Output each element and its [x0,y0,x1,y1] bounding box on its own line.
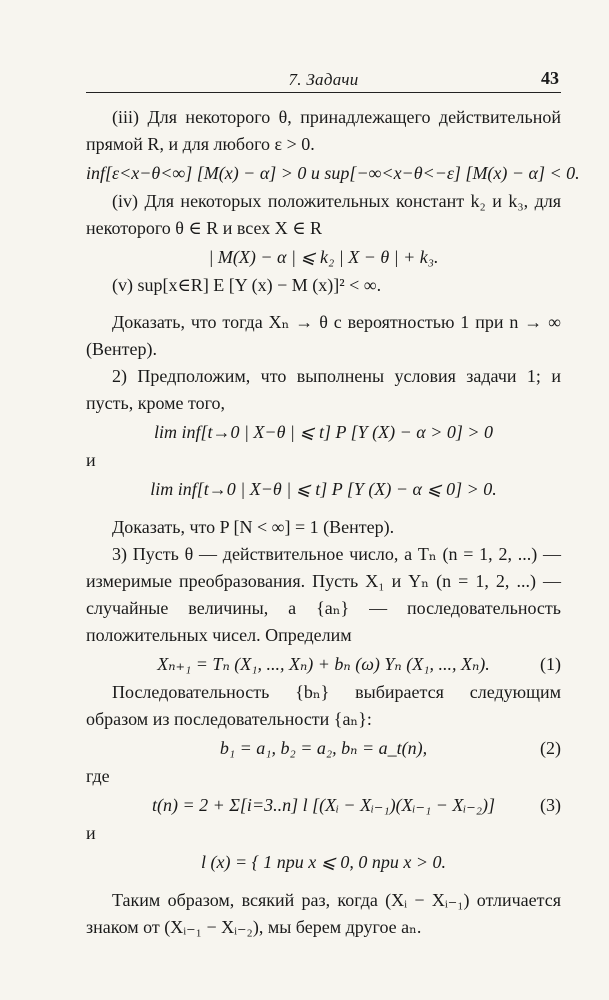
text-line: 3) Пусть θ — действительное число, а Tₙ (n = 1, 2, ...) — измеримые преобразования. Пусть X₁ и Yₙ (n = 1, 2, ...) — случайные величины, а {aₙ} — последовательность положительных чисел. Определим [86,544,561,645]
text-line: где [86,766,110,786]
page-header [86,66,561,93]
text-line: (v) sup[x∈R] E [Y (x) − M (x)]² < ∞. [112,275,382,295]
equation-number: (3) [540,795,561,815]
text-line: 2) Предположим, что выполнены условия задачи 1; и пусть, кроме того, [86,366,561,413]
equation-number: (1) [540,654,561,674]
formula: l (x) = { 1 при x ⩽ 0, 0 при x > 0. [200,852,447,872]
equation-number: (2) [540,738,561,758]
formula: t(n) = 2 + Σ[i=3..n] l [(Xᵢ − Xᵢ₋₁)(Xᵢ₋₁ − Xᵢ₋₂)] [151,795,496,815]
text-line: и [86,823,96,843]
formula-3 [86,790,561,820]
text-line: (iii) Для некоторого θ, принадлежащего действительной прямой R, и для любого ε > 0. [86,107,561,154]
formula: | M(X) − α | ⩽ k₂ | X − θ | + k₃. [208,247,439,267]
formula: lim inf[t→0 | X−θ | ⩽ t] P [Y (X) − α > 0] > 0 [153,422,494,442]
text-line: Таким образом, всякий раз, когда (Xᵢ − Xᵢ₋₁) отличается знаком от (Xᵢ₋₁ − Xᵢ₋₂), мы берем другое aₙ. [86,890,561,937]
text-line: Последовательность {bₙ} выбирается следующим образом из последовательности {aₙ}: [86,682,561,729]
formula: b₁ = a₁, b₂ = a₂, bₙ = a_t(n), [219,738,428,758]
text-line: (iv) Для некоторых положительных констант k₂ и k₃, для некоторого θ ∈ R и всех X ∈ R [86,191,561,238]
page-number: 43 [541,68,559,88]
text-line: Доказать, что P [N < ∞] = 1 (Вентер). [112,517,395,537]
formula-2 [86,733,561,763]
formula: inf[ε<x−θ<∞] [M(x) − α] > 0 и sup[−∞<x−θ<−ε] [M(x) − α] < 0. [86,163,580,183]
page-body [86,104,580,941]
formula: Xₙ₊₁ = Tₙ (X₁, ..., Xₙ) + bₙ (ω) Yₙ (X₁, ..., Xₙ). [157,654,490,674]
text-line: Доказать, что тогда Xₙ → θ с вероятностью 1 при n → ∞ (Вентер). [86,312,561,359]
running-title: 7. Задачи [288,70,359,89]
formula-1 [86,649,561,679]
text-line: и [86,450,96,470]
formula: lim inf[t→0 | X−θ | ⩽ t] P [Y (X) − α ⩽ 0] > 0. [150,479,497,499]
